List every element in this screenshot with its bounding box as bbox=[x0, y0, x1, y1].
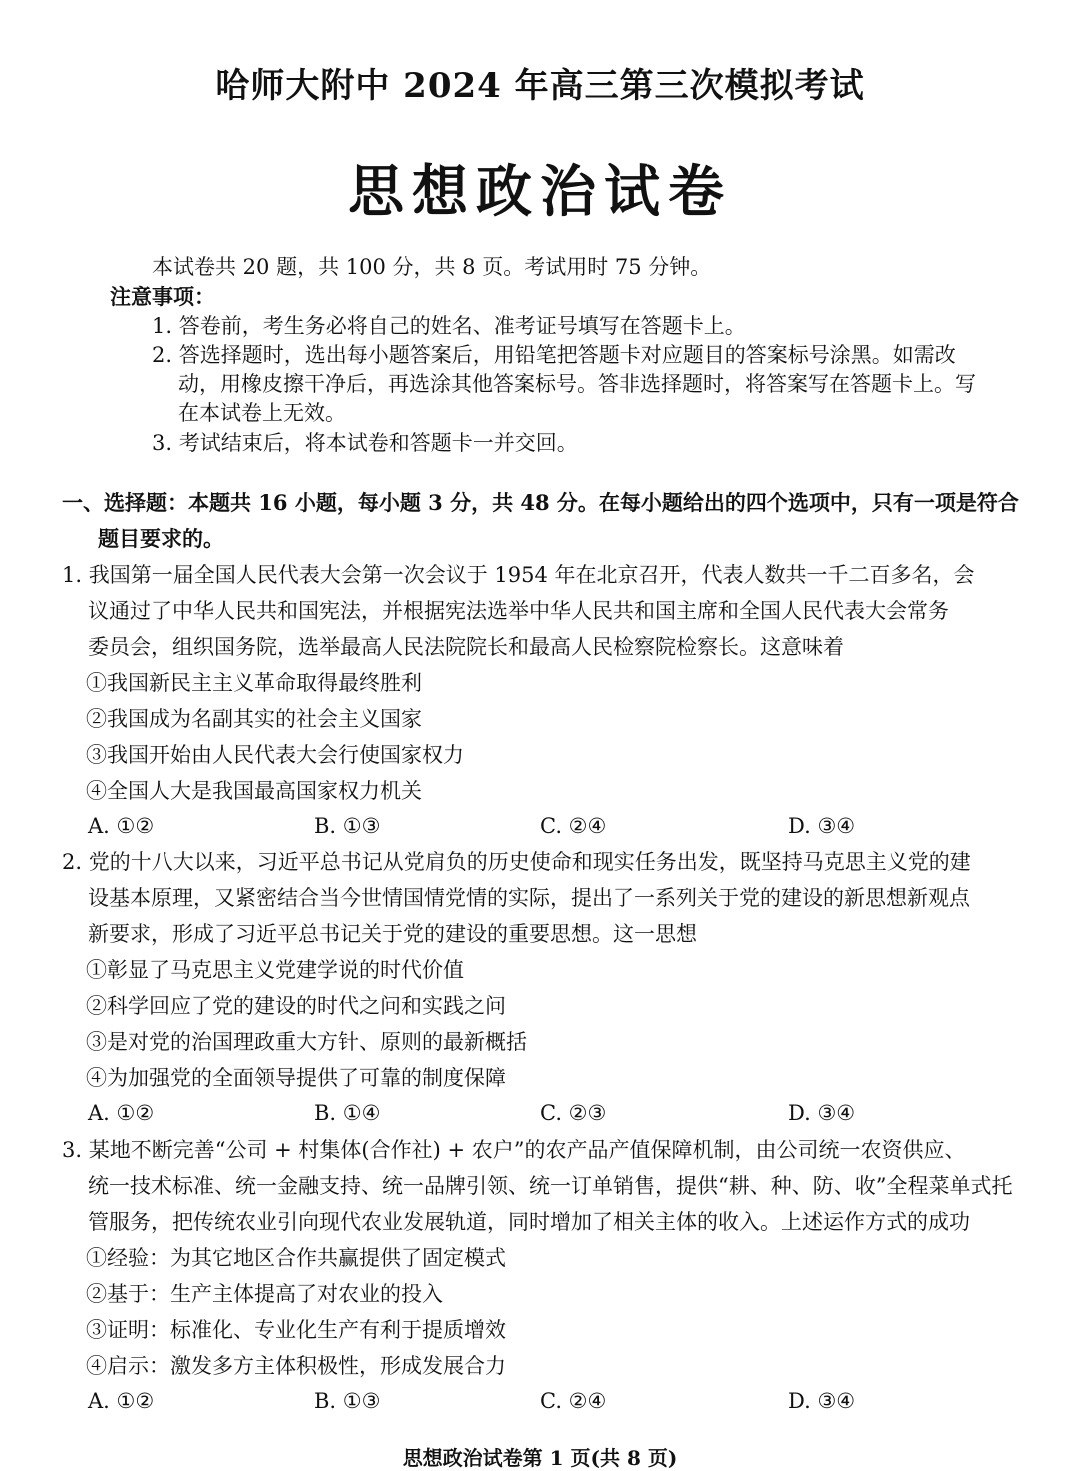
statement: ②我国成为名副其实的社会主义国家 bbox=[86, 707, 422, 731]
note-item: 2. 答选择题时，选出每小题答案后，用铅笔把答题卡对应题目的答案标号涂黑。如需改 bbox=[152, 343, 956, 367]
section-heading: 一、选择题：本题共 16 小题，每小题 3 分，共 48 分。在每小题给出的四个选项中，只有一项是符合 bbox=[62, 490, 1019, 515]
question-stem: 1. 我国第一届全国人民代表大会第一次会议于 1954 年在北京召开，代表人数共一千二百多名，会 bbox=[62, 563, 975, 587]
question-stem: 管服务，把传统农业引向现代农业发展轨道，同时增加了相关主体的收入。上述运作方式的成功 bbox=[88, 1210, 970, 1234]
statement: ③我国开始由人民代表大会行使国家权力 bbox=[86, 743, 464, 767]
statement: ③是对党的治国理政重大方针、原则的最新概括 bbox=[86, 1030, 527, 1054]
page-footer: 思想政治试卷第 1 页(共 8 页) bbox=[402, 1446, 678, 1470]
statement: ④启示：激发多方主体积极性，形成发展合力 bbox=[86, 1354, 506, 1378]
question-stem: 议通过了中华人民共和国宪法，并根据宪法选举中华人民共和国主席和全国人民代表大会常务 bbox=[88, 599, 949, 623]
section-heading-cont: 题目要求的。 bbox=[98, 526, 224, 551]
statement: ③证明：标准化、专业化生产有利于提质增效 bbox=[86, 1318, 506, 1342]
notes-heading: 注意事项： bbox=[110, 284, 215, 309]
choice-c: C. ②③ bbox=[540, 1101, 607, 1125]
choice-a: A. ①② bbox=[88, 1389, 155, 1413]
question-stem: 新要求，形成了习近平总书记关于党的建设的重要思想。这一思想 bbox=[88, 922, 697, 946]
note-item: 在本试卷上无效。 bbox=[178, 401, 346, 425]
note-item: 3. 考试结束后，将本试卷和答题卡一并交回。 bbox=[152, 431, 578, 455]
statement: ①我国新民主主义革命取得最终胜利 bbox=[86, 671, 422, 695]
choice-d: D. ③④ bbox=[788, 814, 856, 838]
choice-d: D. ③④ bbox=[788, 1101, 856, 1125]
note-item: 动，用橡皮擦干净后，再选涂其他答案标号。答非选择题时，将答案写在答题卡上。写 bbox=[178, 372, 976, 396]
subject-title: 思想政治试卷 bbox=[348, 159, 732, 225]
choice-a: A. ①② bbox=[88, 1101, 155, 1125]
question-stem: 2. 党的十八大以来，习近平总书记从党肩负的历史使命和现实任务出发，既坚持马克思主义党的建 bbox=[62, 850, 971, 874]
statement: ④为加强党的全面领导提供了可靠的制度保障 bbox=[86, 1066, 506, 1090]
statement: ①彰显了马克思主义党建学说的时代价值 bbox=[86, 958, 464, 982]
question-stem: 3. 某地不断完善“公司 + 村集体(合作社) + 农户”的农产品产值保障机制，由公司统一农资供应、 bbox=[62, 1138, 966, 1162]
statement: ①经验：为其它地区合作共赢提供了固定模式 bbox=[86, 1246, 506, 1270]
question-stem: 设基本原理，又紧密结合当今世情国情党情的实际，提出了一系列关于党的建设的新思想新观点 bbox=[88, 886, 970, 910]
statement: ④全国人大是我国最高国家权力机关 bbox=[86, 779, 422, 803]
choice-c: C. ②④ bbox=[540, 1389, 607, 1413]
choice-b: B. ①③ bbox=[314, 814, 381, 838]
choice-a: A. ①② bbox=[88, 814, 155, 838]
note-item: 1. 答卷前，考生务必将自己的姓名、准考证号填写在答题卡上。 bbox=[152, 314, 746, 338]
question-stem: 统一技术标准、统一金融支持、统一品牌引领、统一订单销售，提供“耕、种、防、收”全程菜单式托 bbox=[88, 1174, 1013, 1198]
choice-b: B. ①④ bbox=[314, 1101, 381, 1125]
question-stem: 委员会，组织国务院，选举最高人民法院院长和最高人民检察院检察长。这意味着 bbox=[88, 635, 844, 659]
choice-b: B. ①③ bbox=[314, 1389, 381, 1413]
statement: ②基于：生产主体提高了对农业的投入 bbox=[86, 1282, 443, 1306]
choice-d: D. ③④ bbox=[788, 1389, 856, 1413]
exam-title: 哈师大附中 2024 年高三第三次模拟考试 bbox=[215, 66, 865, 106]
statement: ②科学回应了党的建设的时代之问和实践之问 bbox=[86, 994, 506, 1018]
exam-intro: 本试卷共 20 题，共 100 分，共 8 页。考试用时 75 分钟。 bbox=[152, 255, 712, 279]
choice-c: C. ②④ bbox=[540, 814, 607, 838]
